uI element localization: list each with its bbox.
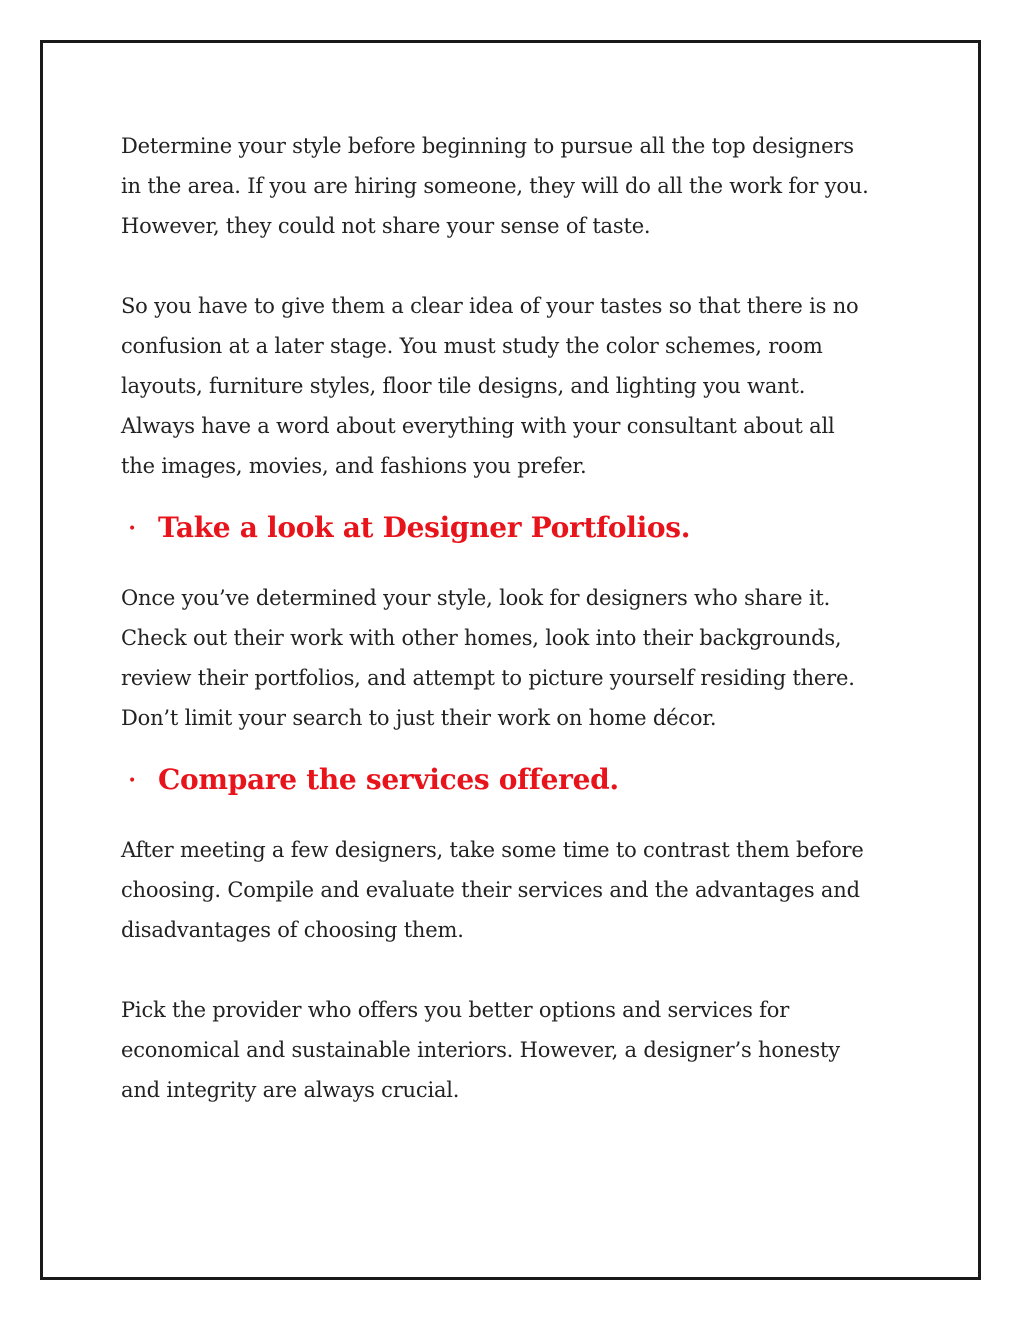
text-line: Always have a word about everything with your consultant about all: [121, 414, 835, 438]
text-line: Check out their work with other homes, look into their backgrounds,: [121, 626, 842, 650]
text-line: Pick the provider who offers you better options and services for: [121, 998, 790, 1022]
text-line: However, they could not share your sense of taste.: [121, 214, 651, 238]
paragraph-provider: [121, 990, 911, 1110]
text-line: Once you’ve determined your style, look for designers who share it.: [121, 586, 831, 610]
bullet-icon: •: [128, 773, 137, 789]
paragraph-compare: [121, 830, 911, 950]
text-line: layouts, furniture styles, floor tile designs, and lighting you want.: [121, 374, 806, 398]
document-content: [121, 126, 911, 1110]
text-line: disadvantages of choosing them.: [121, 918, 464, 942]
bullet-icon: •: [128, 521, 137, 537]
heading-services: Compare the services offered.: [158, 763, 619, 796]
text-line: economical and sustainable interiors. However, a designer’s honesty: [121, 1038, 840, 1062]
text-line: So you have to give them a clear idea of your tastes so that there is no: [121, 294, 859, 318]
bullet-heading-services: [121, 758, 911, 802]
text-line: review their portfolios, and attempt to picture yourself residing there.: [121, 666, 855, 690]
text-line: in the area. If you are hiring someone, they will do all the work for you.: [121, 174, 869, 198]
paragraph-spacer: [121, 246, 911, 286]
paragraph-portfolios: [121, 578, 911, 738]
text-line: Determine your style before beginning to pursue all the top designers: [121, 134, 854, 158]
text-line: the images, movies, and fashions you prefer.: [121, 454, 587, 478]
text-line: Don’t limit your search to just their work on home décor.: [121, 706, 717, 730]
text-line: confusion at a later stage. You must study the color schemes, room: [121, 334, 823, 358]
paragraph-style-intro: [121, 126, 911, 246]
text-line: choosing. Compile and evaluate their services and the advantages and: [121, 878, 860, 902]
bullet-heading-portfolios: [121, 506, 911, 550]
text-line: After meeting a few designers, take some time to contrast them before: [121, 838, 864, 862]
heading-portfolios: Take a look at Designer Portfolios.: [158, 511, 691, 544]
text-line: and integrity are always crucial.: [121, 1078, 460, 1102]
paragraph-spacer: [121, 950, 911, 990]
paragraph-tastes: [121, 286, 911, 486]
